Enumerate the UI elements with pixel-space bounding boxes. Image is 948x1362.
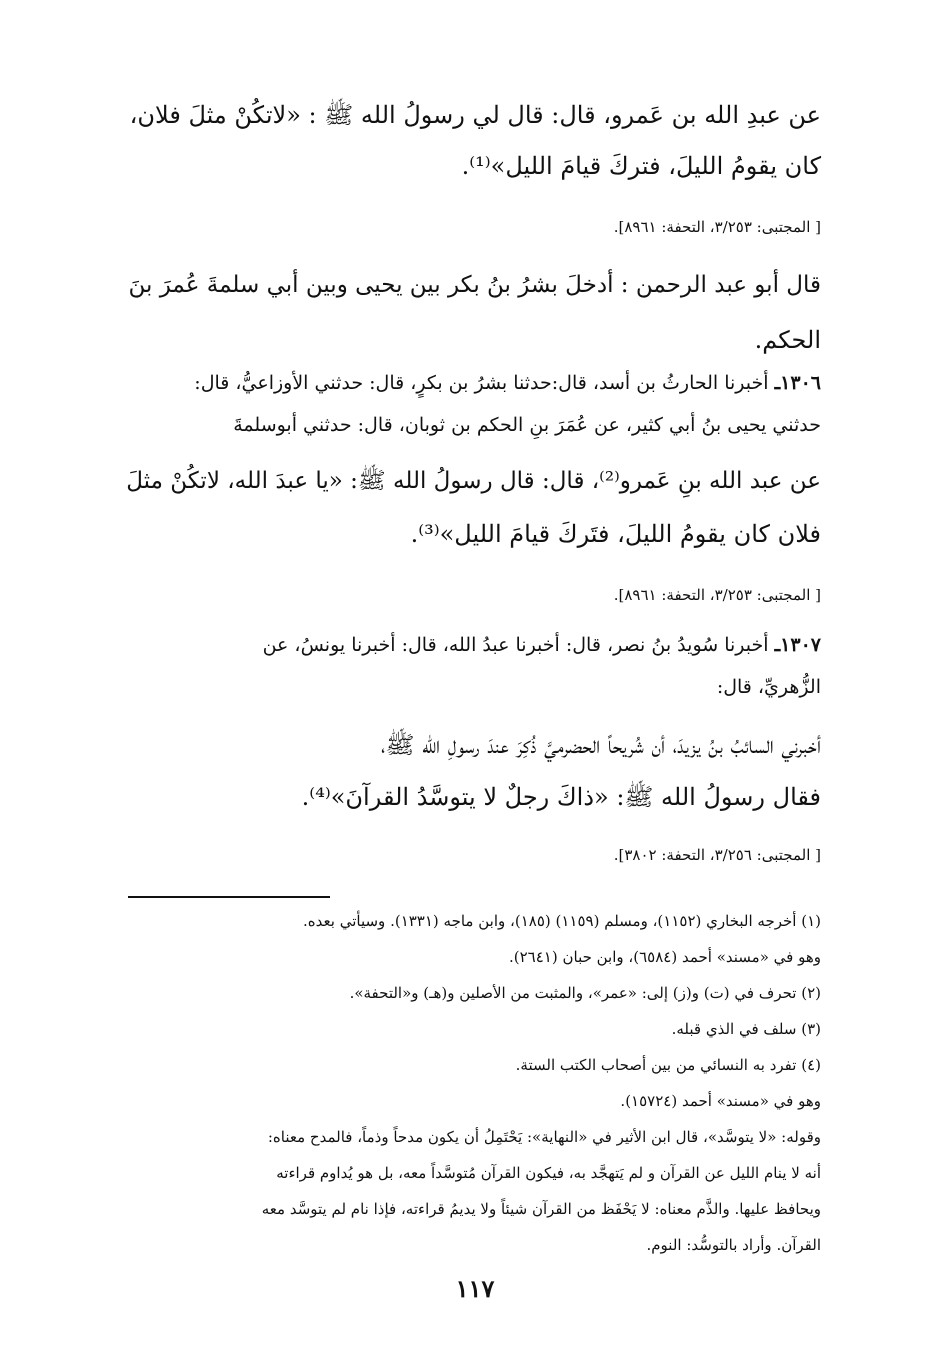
footnote-separator (128, 896, 330, 898)
isnad-line: حدثني يحيى بنُ أبي كثير، عن عُمَرَ بنِ الحكم بن ثوبان، قال: حدثني أبوسلمةَ (233, 414, 821, 436)
footnote-line: (٢) تحرف في (ت) و(ز) إلى: «عمر»، والمثبت من الأصلين و(هـ) و«التحفة». (349, 984, 821, 1002)
body-line: فقال رسولُ الله ﷺ: «ذاكَ رجلٌ لا يتوسَّدُ القرآنَ»⁽⁴⁾. (301, 783, 821, 811)
body-line: أخبرني السائبُ بنُ يزيدَ، أن شُريحاً الحضرميَّ ذُكِرَ عندَ رسولِ الله ﷺ، (380, 731, 821, 759)
reference-line: [ المجتبى: ٣/٢٥٦، التحفة: ٣٨٠٢]. (613, 846, 821, 864)
hadith-header-line (121, 634, 821, 656)
footnote-line: أنه لا ينام الليل عن القرآن و لم يَتهجَّد به، فيكون القرآن مُتوسَّداً معه، بل هو يُداوم قراءته (276, 1164, 821, 1182)
footnote-line: القرآن. وأراد بالتوسُّد: النوم. (646, 1236, 821, 1254)
isnad-text: أخبرنا الحارثُ بن أسد، قال:حدثنا بشرُ بن بكرٍ، قال: حدثني الأوزاعيُّ، قال: (194, 372, 769, 394)
hadith-header-line (121, 372, 821, 394)
isnad-text: أخبرنا سُويدُ بنُ نصر، قال: أخبرنا عبدُ الله، قال: أخبرنا يونسُ، عن (262, 634, 769, 656)
body-line: عن عبدِ الله بن عَمرو، قال: قال لي رسولُ الله ﷺ : «لاتكُنْ مثلَ فلان، (129, 101, 821, 129)
body-line: كان يقومُ الليلَ، فتركَ قيامَ الليل»⁽¹⁾. (461, 152, 821, 180)
reference-line: [ المجتبى: ٣/٢٥٣، التحفة: ٨٩٦١]. (613, 586, 821, 604)
reference-line: [ المجتبى: ٣/٢٥٣، التحفة: ٨٩٦١]. (613, 218, 821, 236)
body-line: قال أبو عبد الرحمن : أدخلَ بشرُ بنُ بكر بين يحيى وبين أبي سلمةَ عُمرَ بنَ (128, 272, 821, 298)
footnote-line: وهو في «مسند» أحمد (٦٥٨٤)، وابن حبان (٢٦٤١). (509, 948, 821, 966)
isnad-line: الزُّهريِّ، قال: (716, 676, 821, 698)
body-line: الحكم. (754, 326, 821, 354)
page-number: ١١٧ (455, 1274, 495, 1303)
body-line: عن عبد الله بنِ عَمرو⁽²⁾، قال: قال رسولُ الله ﷺ: «يا عبدَ الله، لاتكُنْ مثلَ (126, 468, 821, 494)
footnote-line: ويحافظ عليها. والذَّم معناه: لا يَحْفَظ من القرآن شيئاً ولا يديمُ قراءته، فإذا نام لم يتوسَّد معه (261, 1200, 821, 1218)
footnote-line: وهو في «مسند» أحمد (١٥٧٢٤). (620, 1092, 821, 1110)
footnote-line: (١) أخرجه البخاري (١١٥٢)، ومسلم (١١٥٩) (١٨٥)، وابن ماجه (١٣٣١). وسيأتي بعده. (303, 912, 821, 930)
body-line: فلان كان يقومُ الليلَ، فتَركَ قيامَ الليل»⁽³⁾. (410, 520, 821, 548)
footnote-line: (٣) سلف في الذي قبله. (671, 1020, 821, 1038)
hadith-number: ١٣٠٦ـ (774, 372, 821, 394)
footnote-line: وقوله: «لا يتوسَّد»، قال ابن الأثير في «النهاية»: يَحْتَمِلُ أن يكون مدحاً وذماً، فالمدح معناه: (267, 1128, 821, 1146)
hadith-number: ١٣٠٧ـ (774, 634, 821, 656)
footnote-line: (٤) تفرد به النسائي من بين أصحاب الكتب الستة. (515, 1056, 821, 1074)
